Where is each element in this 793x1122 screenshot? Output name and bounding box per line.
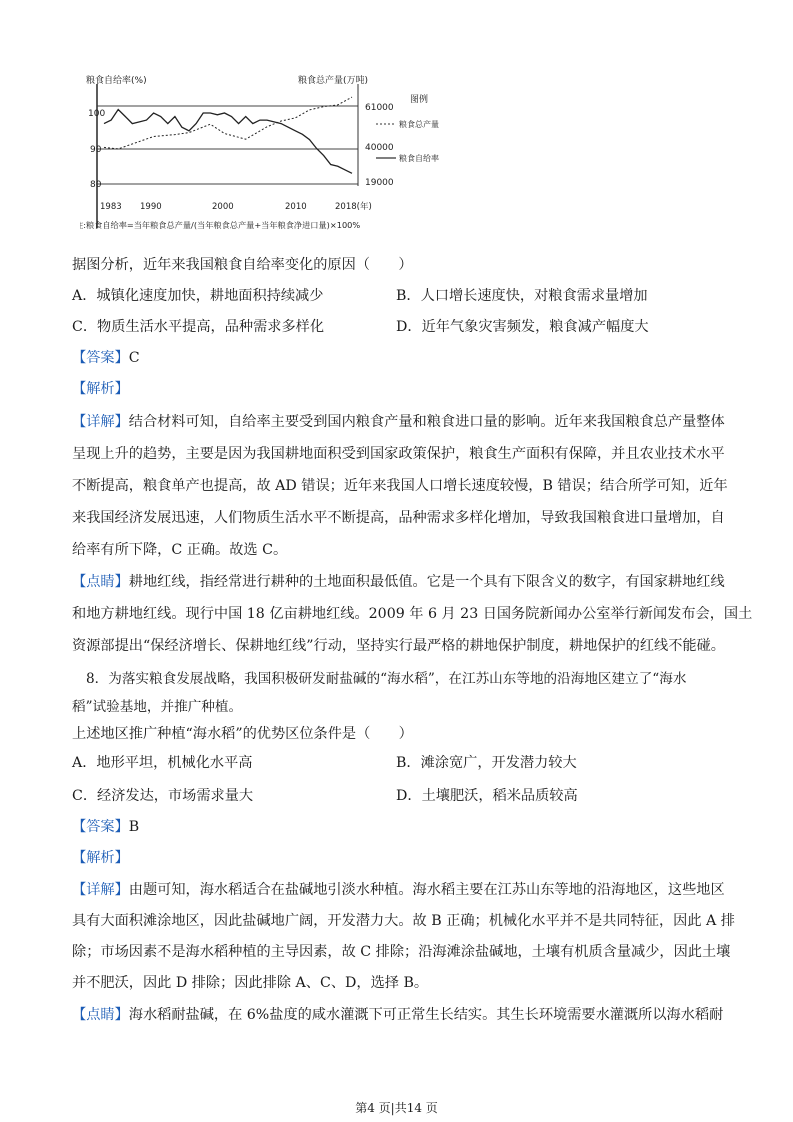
tip-text: 耕地红线，指经常进行耕种的土地面积最低值。它是一个具有下限含义的数字，有国家耕地红线: [128, 574, 725, 590]
q8-option-b: B．滩涂宽广，开发潜力较大: [396, 755, 577, 771]
q7-option-a: A．城镇化速度加快，耕地面积持续减少: [72, 288, 324, 304]
legend-title: 图例: [410, 95, 429, 105]
x-tick-label: 2010: [285, 202, 307, 212]
answer-value: C: [128, 350, 140, 366]
q7-tip-line: 资源部提出“保经济增长、保耕地红线”行动，坚持实行最严格的耕地保护制度，耕地保护的红线不能碰。: [72, 638, 725, 654]
right-axis-label: 粮食总产量(万吨): [298, 76, 369, 86]
tip-text: 海水稻耐盐碱，在 6%盐度的咸水灌溉下可正常生长结实。其生长环境需要水灌溉所以海水稻耐: [128, 1007, 724, 1023]
detail-text: 结合材料可知，自给率主要受到国内粮食产量和粮食进口量的影响。近年来我国粮食总产量整体: [128, 414, 725, 430]
right-tick-label: 61000: [365, 103, 394, 113]
page-footer: 第4 页|共14 页: [355, 1101, 438, 1115]
q7-stem: 据图分析，近年来我国粮食自给率变化的原因（ ）: [72, 257, 413, 273]
q7-analysis-tag: 【解析】: [72, 381, 129, 397]
left-tick-label: 90: [90, 145, 102, 155]
detail-tag: 【详解】: [72, 414, 129, 430]
q8-intro-line: 稻”试验基地，并推广种植。: [72, 699, 243, 715]
x-tick-label: 2000: [212, 202, 234, 212]
q7-option-c: C．物质生活水平提高，品种需求多样化: [72, 319, 325, 335]
q7-option-d: D．近年气象灾害频发，粮食减产幅度大: [396, 319, 649, 335]
legend-label-production: 粮食总产量: [399, 120, 439, 129]
answer-value: B: [128, 819, 140, 835]
left-tick-label: 100: [88, 109, 106, 119]
series-line-total-production: [104, 97, 352, 149]
detail-tag: 【详解】: [72, 882, 129, 898]
q7-detail-line: [72, 412, 725, 432]
chart-svg: [80, 68, 450, 244]
chart-figure: [80, 68, 450, 244]
q7-option-b: B．人口增长速度快，对粮食需求量增加: [396, 288, 648, 304]
q8-intro-line: 8．为落实粮食发展战略，我国积极研发耐盐碱的“海水稻”，在江苏山东等地的沿海地区建立了“海水: [86, 671, 687, 687]
q8-option-d: D．土壤肥沃，稻米品质较高: [396, 788, 578, 804]
left-axis-label: 粮食自给率(%): [86, 76, 147, 86]
tip-tag: 【点睛】: [72, 1007, 129, 1023]
q7-tip-line: 和地方耕地红线。现行中国 18 亿亩耕地红线。2009 年 6 月 23 日国务院新闻办公室举行新闻发布会，国土: [72, 606, 753, 622]
q8-detail-line: 除；市场因素不是海水稻种植的主导因素，故 C 排除；沿海滩涂盐碱地，土壤有机质含量减少，因此土壤: [72, 944, 731, 960]
left-tick-label: 80: [90, 180, 102, 190]
right-tick-label: 40000: [365, 143, 394, 153]
x-tick-label: 1990: [140, 202, 162, 212]
q7-detail-line: 给率有所下降，C 正确。故选 C。: [72, 542, 288, 558]
q7-detail-line: 呈现上升的趋势，主要是因为我国耕地面积受到国家政策保护，粮食生产面积有保障，并且农业技术水平: [72, 446, 725, 462]
x-tick-label: 2018(年): [335, 202, 372, 212]
q7-detail-line: 来我国经济发展迅速，人们物质生活水平不断提高，品种需求多样化增加，导致我国粮食进口量增加，自: [72, 510, 725, 526]
q7-tip-line: [72, 572, 725, 592]
series-layer: [104, 97, 352, 173]
q7-detail-line: 不断提高，粮食单产也提高，故 AD 错误；近年来我国人口增长速度较慢，B 错误；结合所学可知，近年: [72, 478, 728, 494]
q8-detail-line: 并不肥沃，因此 D 排除；因此排除 A、C、D，选择 B。: [72, 975, 429, 991]
q7-answer: [72, 348, 140, 368]
x-tick-label: 1983: [100, 202, 122, 212]
right-tick-label: 19000: [365, 178, 394, 188]
answer-tag: 【答案】: [72, 819, 129, 835]
legend-label-ratio: 粮食自给率: [399, 154, 439, 163]
chart-note: 注:粮食自给率=当年粮食总产量/(当年粮食总产量+当年粮食净进口量)×100%: [80, 220, 361, 230]
q8-detail-line: 具有大面积滩涂地区，因此盐碱地广阔，开发潜力大。故 B 正确；机械化水平并不是共同特征，因此 A 排: [72, 913, 735, 929]
q8-answer: [72, 817, 139, 837]
q8-detail-line: [72, 880, 725, 900]
q8-tip-line: [72, 1005, 723, 1025]
q8-option-c: C．经济发达，市场需求量大: [72, 788, 254, 804]
tip-tag: 【点睛】: [72, 574, 129, 590]
series-line-self-sufficiency: [104, 110, 352, 174]
q8-analysis-tag: 【解析】: [72, 850, 129, 866]
answer-tag: 【答案】: [72, 350, 129, 366]
q8-stem: 上述地区推广种植“海水稻”的优势区位条件是（ ）: [72, 726, 413, 742]
detail-text: 由题可知，海水稻适合在盐碱地引淡水种植。海水稻主要在江苏山东等地的沿海地区，这些地区: [128, 882, 725, 898]
q8-option-a: A．地形平坦，机械化水平高: [72, 755, 253, 771]
